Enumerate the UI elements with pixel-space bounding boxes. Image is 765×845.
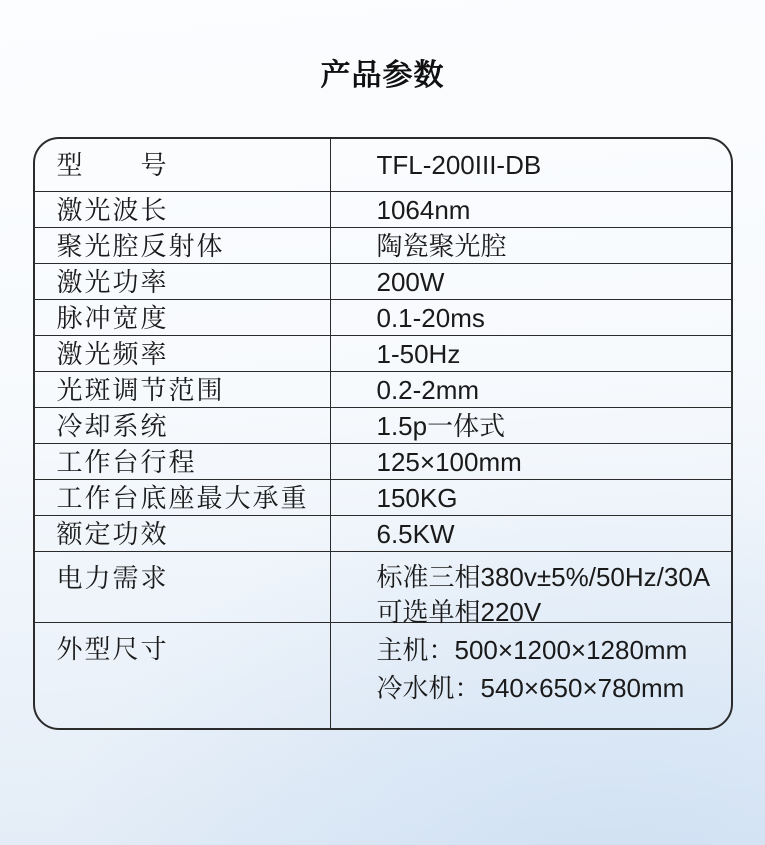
spec-value-text: 150KG: [376, 482, 458, 513]
spec-label-text: 工作台底座最大承重: [56, 482, 309, 513]
table-row-cooling: [35, 407, 731, 443]
table-row-spot-range: [35, 371, 731, 407]
spec-value-line-1: 标准三相380v±5%/50Hz/30A: [376, 562, 711, 592]
spec-value: [330, 228, 731, 263]
spec-label: [35, 336, 330, 371]
spec-label-text: 脉冲宽度: [56, 302, 169, 333]
spec-label-text: 电力需求: [56, 563, 169, 593]
spec-label: [35, 480, 330, 515]
spec-value: [330, 408, 731, 443]
spec-label: [35, 444, 330, 479]
page-title: 产品参数: [320, 59, 445, 92]
spec-label: [35, 264, 330, 299]
table-row-rated-power: [35, 515, 731, 551]
table-row-reflector: [35, 227, 731, 263]
spec-label-text: 工作台行程: [56, 446, 197, 477]
spec-value-multiline: [377, 560, 711, 630]
spec-label: [35, 623, 330, 728]
spec-label-text: 型 号: [56, 150, 169, 180]
spec-value: [330, 300, 731, 335]
spec-value-text: 1-50Hz: [376, 338, 461, 369]
spec-label: [35, 408, 330, 443]
spec-label-text: 聚光腔反射体: [56, 230, 225, 261]
table-row-max-load: [35, 479, 731, 515]
spec-value-text: 1.5p一体式: [376, 410, 506, 441]
spec-label: [35, 228, 330, 263]
spec-value: [330, 372, 731, 407]
spec-value: [330, 480, 731, 515]
spec-label-text: 激光波长: [56, 194, 169, 225]
spec-value-text: 陶瓷聚光腔: [376, 230, 507, 261]
spec-label-text: 光斑调节范围: [56, 374, 225, 405]
table-row-model: [35, 139, 731, 191]
spec-value-text: 200W: [376, 266, 445, 297]
spec-value: [330, 336, 731, 371]
spec-value-text: 1064nm: [376, 194, 471, 225]
spec-value-text: 0.1-20ms: [376, 302, 485, 333]
spec-table: [33, 137, 733, 730]
spec-label-text: 冷却系统: [56, 410, 169, 441]
spec-value-line-1: 主机：500×1200×1280mm: [376, 635, 688, 665]
spec-value: [330, 139, 731, 191]
spec-value-text: 6.5KW: [376, 518, 455, 549]
table-row-laser-power: [35, 263, 731, 299]
spec-value: [330, 516, 731, 551]
table-row-frequency: [35, 335, 731, 371]
table-row-wavelength: [35, 191, 731, 227]
spec-value-text: 0.2-2mm: [376, 374, 480, 405]
spec-value: [330, 552, 731, 627]
spec-value: [330, 264, 731, 299]
spec-value: [330, 623, 731, 728]
spec-value: [330, 192, 731, 227]
table-row-power-requirement: [35, 551, 731, 627]
table-row-worktable-travel: [35, 443, 731, 479]
spec-value-text: 125×100mm: [376, 446, 522, 477]
spec-label: [35, 552, 330, 622]
spec-label: [35, 516, 330, 551]
spec-label: [35, 192, 330, 227]
spec-value-line-2: 可选单相220V: [376, 597, 542, 627]
spec-label: [35, 139, 330, 191]
spec-label-text: 激光频率: [56, 338, 169, 369]
spec-value: [330, 444, 731, 479]
spec-value-text: TFL-200III-DB: [376, 150, 542, 180]
spec-label-text: 激光功率: [56, 266, 169, 297]
spec-value-line-2: 冷水机：540×650×780mm: [376, 673, 685, 703]
spec-label: [35, 372, 330, 407]
spec-label: [35, 300, 330, 335]
spec-label-text: 外型尺寸: [56, 634, 169, 664]
spec-label-text: 额定功效: [56, 518, 169, 549]
table-row-dimensions: [35, 622, 731, 728]
spec-value-multiline: [377, 631, 688, 707]
table-row-pulse-width: [35, 299, 731, 335]
